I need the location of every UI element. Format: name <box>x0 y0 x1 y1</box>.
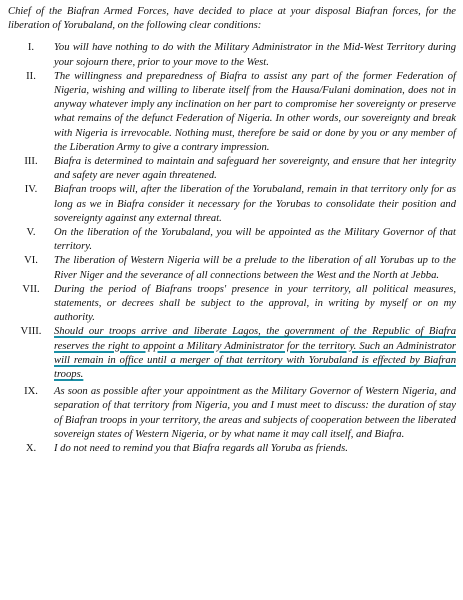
condition-item <box>8 385 456 442</box>
condition-item <box>8 41 456 69</box>
condition-text: The willingness and preparedness of Biafra to assist any part of the former Federation of Nigeria, wishing and willing to liberate itself from the Hausa/Fulani domination, does not in anyway whatever imply any inclination on her part to compromise her sovereignty or preserve what remains of the defunct Federation of Nigeria. In other words, our sovereignty and break with Nigeria is irrevocable. Nothing must, therefore be said or done by you or any member of the Liberation Army to give a contrary impression. <box>54 70 456 153</box>
document-page <box>8 5 456 456</box>
condition-number: I. <box>27 42 35 54</box>
condition-item <box>8 155 456 183</box>
condition-item <box>8 442 456 456</box>
condition-text: Biafra is determined to maintain and safeguard her sovereignty, and ensure that her integrity and safety are never again threatened. <box>54 156 456 182</box>
condition-text: On the liberation of the Yorubaland, you will be appointed as the Military Governor of that territory. <box>54 227 456 253</box>
condition-item <box>8 254 456 282</box>
condition-number: VII. <box>22 283 40 295</box>
condition-text: You will have nothing to do with the Military Administrator in the Mid-West Territory during your sojourn there, prior to your move to the West. <box>54 42 456 68</box>
condition-text: I do not need to remind you that Biafra regards all Yoruba as friends. <box>54 443 348 455</box>
condition-number: IX. <box>24 386 38 398</box>
condition-item <box>8 70 456 155</box>
condition-text: The liberation of Western Nigeria will be a prelude to the liberation of all Yorubas up to the River Niger and the severance of all connections between the West and the North at Jebba. <box>54 255 456 281</box>
condition-item <box>8 226 456 254</box>
condition-number: IV. <box>24 184 38 196</box>
condition-text-highlighted: Should our troops arrive and liberate Lagos, the government of the Republic of Biafra reserves the right to appoint a Military Administrator for the territory. Such an Administrator will remain in office until a merger of that territory with Yorubaland is effected by Biafran troops. <box>54 326 456 381</box>
condition-number: X. <box>25 443 37 455</box>
condition-number: V. <box>26 227 36 239</box>
condition-item-highlighted <box>8 325 456 382</box>
condition-number: VIII. <box>20 326 42 338</box>
condition-item <box>8 283 456 326</box>
condition-number: III. <box>24 156 38 168</box>
intro-paragraph: Chief of the Biafran Armed Forces, have decided to place at your disposal Biafran forces, for the liberation of Yorubaland, on the following clear conditions: <box>8 6 456 32</box>
condition-text: As soon as possible after your appointment as the Military Governor of Western Nigeria, and separation of that territory from Nigeria, you and I must meet to discuss: the duration of stay of Biafran troops in your territory, the areas and subjects of cooperation between the liberated sovereign states of Western Nigeria, or by what name it may call itself, and Biafra. <box>54 386 456 440</box>
condition-item <box>8 183 456 226</box>
condition-text: Biafran troops will, after the liberation of the Yorubaland, remain in that territory only for as long as we in Biafra consider it necessary for the Yorubas to consolidate their position and sovereignty against any external threat. <box>54 184 456 224</box>
condition-text: During the period of Biafrans troops' presence in your territory, all political measures, statements, or decrees shall be subject to the approval, in writing by myself or on my authority. <box>54 283 456 324</box>
condition-number: VI. <box>24 255 38 267</box>
condition-number: II. <box>26 70 36 82</box>
